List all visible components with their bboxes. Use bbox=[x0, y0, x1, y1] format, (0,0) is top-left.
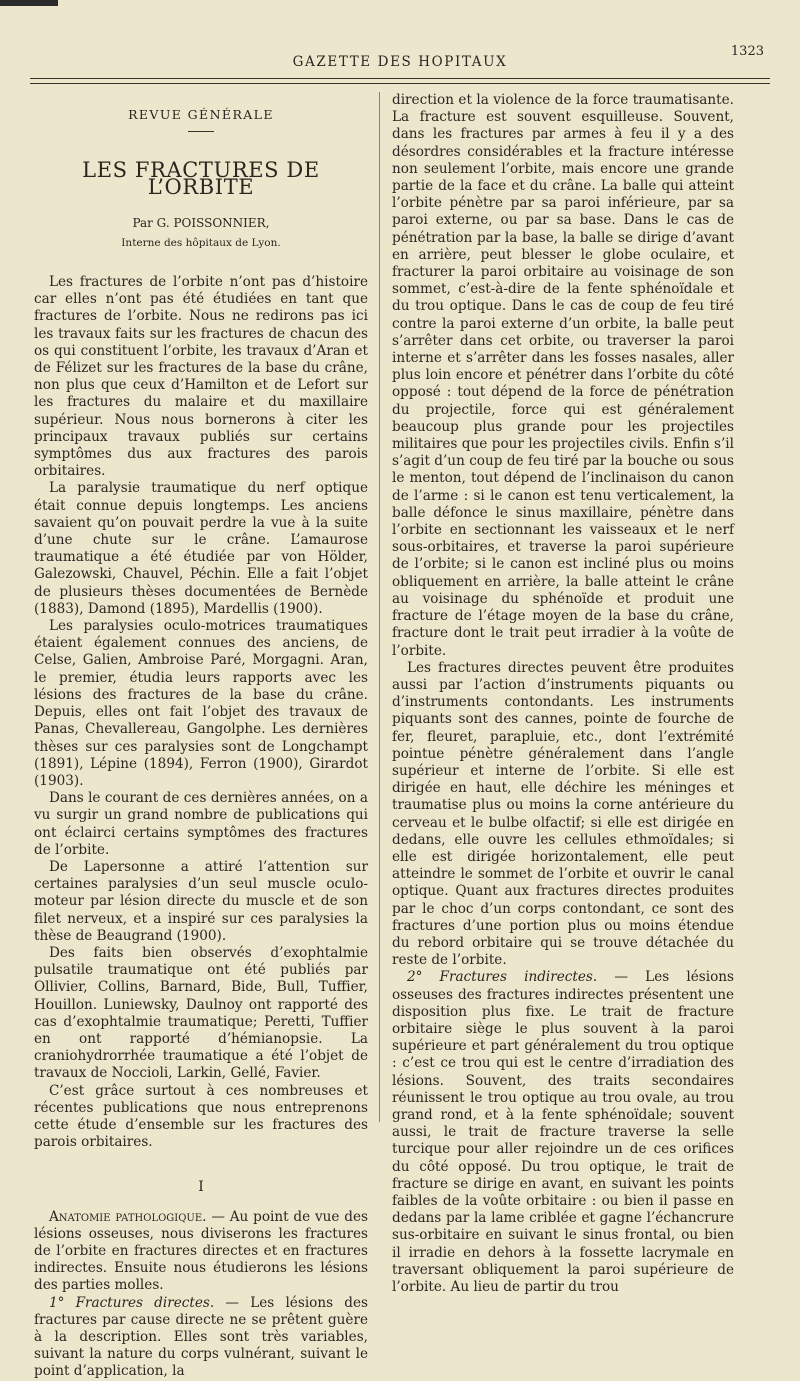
paragraph bbox=[34, 1209, 368, 1295]
section-label: REVUE GÉNÉRALE bbox=[128, 107, 274, 122]
page-edge-mark bbox=[0, 0, 58, 6]
header-rule-thin bbox=[30, 83, 770, 84]
paragraph: De Lapersonne a attiré l’attention sur certaines paralysies d’un seul muscle oculo-moteur par lésion directe du muscle et de son filet nerveux, et a inspiré sur ces paralysies la thèse de Beaugrand (1900). bbox=[34, 858, 368, 944]
paragraph: C’est grâce surtout à ces nombreuses et récentes publications que nous entreprenons cette étude d’ensemble sur les fractures des parois orbitaires. bbox=[34, 1082, 368, 1151]
paragraph: Dans le courant de ces dernières années, on a vu surgir un grand nombre de publications qui ont éclairci certains symptômes des fractures de l’orbite. bbox=[34, 790, 368, 858]
paragraph bbox=[392, 969, 734, 1296]
page-number: 1323 bbox=[730, 44, 764, 59]
subsection-label: 2° Fractures indirectes. bbox=[406, 969, 598, 986]
left-column bbox=[34, 92, 368, 1381]
paragraph: Des faits bien observés d’exophtalmie pulsatile traumatique ont été publiés par Ollivier, Collins, Barnard, Bide, Bull, Tuffier, Houillon. Luniewsky, Daulnoy ont rapporté des cas d’exophtalmie traumatique; Peretti, Tuffier en ont rapporté d’hémianopsie. La craniohydrorrhée traumatique a été l’objet de travaux de Noccioli, Larkin, Gellé, Favier. bbox=[34, 944, 368, 1082]
column-divider bbox=[379, 92, 380, 1122]
paragraph bbox=[34, 1295, 368, 1381]
subsection-label: 1° Fractures directes. bbox=[48, 1294, 215, 1311]
paragraph: Les fractures de l’orbite n’ont pas d’histoire car elles n’ont pas été étudiées en tant que fractures de l’orbite. Nous ne redirons pas ici les travaux faits sur les fractures de chacun des os qui constituent l’orbite, les travaux d’Aran et de Félizet sur les fractures de la base du crâne, non plus que ceux d’Hamilton et de Lefort sur les fractures du malaire et du maxillaire supérieur. Nous nous bornerons à citer les principaux travaux publiés sur certains symptômes dus aux fractures des parois orbitaires. bbox=[34, 274, 368, 480]
page-header bbox=[30, 44, 770, 90]
section-rule bbox=[188, 131, 214, 132]
paragraph-text: — Les lésions des fractures par cause directe ne se prêtent guère à la description. Elles sont très variables, suivant la nature du corps vulnérant, suivant le point d’application, la bbox=[34, 1294, 368, 1380]
paragraph-text: — Au point de vue des lésions osseuses, nous diviserons les fractures de l’orbite en fractures directes et en fractures indirectes. Ensuite nous étudierons les lésions des parties molles. bbox=[34, 1208, 368, 1294]
paragraph: Les fractures directes peuvent être produites aussi par l’action d’instruments piquants ou d’instruments contondants. Les instruments piquants sont des cannes, pointe de fourche de fer, fleuret, parapluie, etc., dont l’extrémité pointue pénètre généralement dans l’angle supérieur et interne de l’orbite. Si elle est dirigée en haut, elle déchire les méninges et traumatise plus ou moins la corne antérieure du cerveau et le bulbe olfactif; si elle est dirigée en dedans, elle ouvre les cellules ethmoïdales; si elle est dirigée horizontalement, elle peut atteindre le sommet de l’orbite et ouvrir le canal optique. Quant aux fractures directes produites par le choc d’un corps contondant, ce sont des fractures d’une portion plus ou moins étendue du rebord orbitaire qui se trouve détachée du reste de l’orbite. bbox=[392, 659, 734, 969]
part-heading: I bbox=[198, 1179, 204, 1196]
right-column bbox=[392, 92, 734, 1296]
paragraph: Les paralysies oculo-motrices traumatiques étaient également connues des anciens, de Celse, Galien, Ambroise Paré, Morgagni. Aran, le premier, étudia leurs rapports avec les lésions des fractures de la base du crâne. Depuis, elles ont fait l’objet des travaux de Panas, Chevallereau, Gangolphe. Les dernières thèses sur ces paralysies sont de Longchampt (1891), Lépine (1894), Ferron (1900), Girardot (1903). bbox=[34, 618, 368, 789]
article-title: LES FRACTURES DE L’ORBITE bbox=[82, 158, 320, 200]
author-byline: Par G. POISSONNIER, bbox=[132, 215, 270, 230]
paragraph: La paralysie traumatique du nerf optique était connue depuis longtemps. Les anciens savaient qu’on pouvait perdre la vue à la suite d’une chute sur le crâne. L’amaurose traumatique a été étudiée par von Hölder, Galezowski, Chauvel, Péchin. Elle a fait l’objet de plusieurs thèses documentées de Bernède (1883), Damond (1895), Mardellis (1900). bbox=[34, 480, 368, 617]
author-affiliation: Interne des hôpitaux de Lyon. bbox=[121, 236, 281, 249]
running-head: GAZETTE DES HOPITAUX bbox=[292, 54, 508, 70]
subsection-label: Anatomie pathologique. bbox=[48, 1208, 207, 1225]
paragraph: direction et la violence de la force traumatisante. La fracture est souvent esquilleuse. Souvent, dans les fractures par armes à feu il y a des désordres considérables et la fracture intéresse non seulement l’orbite, mais encore une grande partie de la face et du crâne. La balle qui atteint l’orbite pénètre par sa paroi inférieure, par sa paroi externe, ou par sa base. Dans le cas de pénétration par la base, la balle se dirige d’avant en arrière, peut blesser le globe oculaire, et fracturer la paroi orbitaire au voisinage de son sommet, c’est-à-dire de la fente sphénoïdale et du trou optique. Dans le cas de coup de feu tiré contre la paroi externe d’un orbite, la balle peut s’arrêter dans cet orbite, ou traverser la paroi interne et s’arrêter dans les fosses nasales, aller plus loin encore et pénétrer dans l’orbite du côté opposé : tout dépend de la force de pénétration du projectile, force qui est généralement beaucoup plus grande pour les projectiles militaires que pour les projectiles civils. Enfin s’il s’agit d’un coup de feu tiré par la bouche ou sous le menton, tout dépend de l’inclinaison du canon de l’arme : si le canon est tenu verticalement, la balle défonce le sinus maxillaire, pénètre dans l’orbite en sectionnant les vaisseaux et le nerf sous-orbitaires, et traverse la paroi supérieure de l’orbite; si le canon est incliné plus ou moins obliquement en arrière, la balle atteint le crâne au voisinage du sphénoïde et produit une fracture de l’étage moyen de la base du crâne, fracture dont le trait peut irradier à la voûte de l’orbite. bbox=[392, 92, 734, 659]
paragraph-text: — Les lésions osseuses des fractures indirectes présentent une disposition plus fixe. Le trait de fracture orbitaire siège le plus souvent à la paroi supérieure et part généralement du trou optique : c’est ce trou qui est le centre d’irradiation des lésions. Souvent, des traits secondaires réunissent le trou optique au trou ovale, au trou grand rond, et à la fente sphénoïdale; souvent aussi, le trait de fracture traverse la selle turcique pour aller rejoindre un de ces orifices du côté opposé. Du trou optique, le trait de fracture se dirige en avant, en suivant les points faibles de la voûte orbitaire : ou bien il passe en dedans par la lame criblée et gagne l’échancrure sus-orbitaire en suivant le sinus frontal, ou bien il irradie en dehors à la fossette lacrymale en traversant obliquement la paroi supérieure de l’orbite. Au lieu de partir du trou bbox=[392, 969, 735, 1296]
header-rule bbox=[30, 78, 770, 79]
